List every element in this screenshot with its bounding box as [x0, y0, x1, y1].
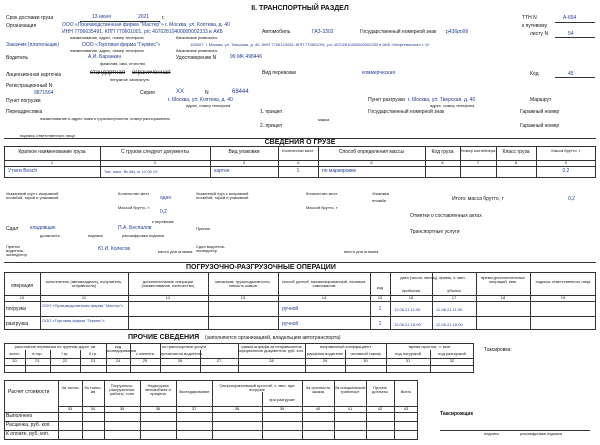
reg-label: Регистрационный N	[6, 83, 53, 89]
ops-row1-op: погрузка	[6, 306, 26, 312]
auto-value: ГАЗ-3302	[312, 29, 334, 35]
calc-row-rate: Расценка, руб. коп.	[6, 422, 51, 428]
calc-col: За тонны	[61, 385, 79, 390]
driver-label: Водитель	[6, 55, 29, 61]
seal-label1: Указанный груз с исправной пломбой, тарой и упаковкой	[6, 191, 59, 200]
series-label: Серия	[140, 90, 155, 96]
name-label: расшифровка подписи	[122, 233, 165, 238]
transport-services: Транспортные услуги	[410, 229, 460, 235]
unloading-point-label: Пункт разгрузки	[368, 97, 405, 103]
cargo-h7: Номер контейнера	[460, 148, 496, 153]
tolist-value: 54	[568, 31, 574, 37]
ops-h-wait: время дополнительных операций, мин.	[481, 275, 525, 284]
calc-col: Недогрузка автомобиля и прицепа	[145, 383, 171, 396]
sign-label: подпись	[88, 233, 104, 238]
cargo-total-label: Итого: масса брутто, т	[452, 196, 504, 202]
other-subtitle: (заполняются организацией, владельцем автотранспорта)	[205, 335, 341, 341]
other-sub: основной тариф	[350, 351, 381, 356]
calc-num: 34	[90, 406, 96, 411]
calc-num: 33	[67, 406, 73, 411]
delivery-date-day: 13 июня	[92, 14, 111, 20]
other-num: 30	[363, 358, 368, 363]
series-value: ХХ	[176, 89, 185, 95]
redirect-label: Переадресовка	[6, 109, 43, 115]
ops-row2-method: ручной	[282, 321, 299, 327]
calc-num: 42	[377, 406, 383, 411]
seal-rec: к перевозке	[152, 219, 174, 224]
customer-address: 125007, г. Москва, ул. Тверская, д. 40, ИНН 7706123434, КПП 770801001, р/с 40702810400000002333 в АКБ «Нефтеальянс» г. М	[190, 42, 429, 47]
cargo-num: 3	[242, 160, 246, 165]
org-hint: наименование, адрес, номер телефона	[70, 35, 144, 40]
other-sub: под разгрузкой	[438, 351, 466, 356]
other-h5: поправочный коэффициент	[319, 344, 372, 349]
ops-row1-exec: ООО «Производственная фирма "Мастер"»	[42, 303, 124, 308]
org-label: Организация	[6, 23, 37, 29]
ops-row2-exec: ООО «Торговая фирма "Гермес"»	[42, 318, 105, 323]
calc-col: Экспедирование	[178, 389, 210, 394]
cargo-cell-docs: Тов. накл. № 481 от 12.06.19	[104, 169, 158, 174]
other-num: 28	[269, 358, 274, 363]
ops-h-arr: прибытия	[401, 288, 421, 293]
other-sub: расценка водителю	[306, 351, 344, 356]
cargo-num: 7	[476, 160, 480, 165]
seal-label2: Указанный груз с исправной пломбой, тарой и упаковкой	[196, 191, 249, 200]
ops-h-date: дата (число, месяц), время, ч. мин.	[400, 275, 466, 280]
calc-col: За тонно-км	[84, 385, 102, 394]
pos-label: должность	[40, 233, 60, 238]
reg-value: 9871564	[34, 90, 54, 96]
calc-num: 35	[119, 406, 125, 411]
customer-bank: банковские реквизиты	[176, 48, 218, 53]
calc-col: при разгрузке	[269, 397, 295, 402]
ops-num: 10	[19, 295, 25, 300]
card-hint: ненужное зачеркнуть	[110, 77, 150, 82]
customer-value: ООО «Торговая фирма "Гермес"»	[82, 42, 161, 48]
gos2-label: Государственный номерной знак	[368, 109, 445, 115]
certificate-label: Удостоверение N	[176, 55, 217, 61]
cargo-num: 9	[564, 160, 568, 165]
taxer-label: Таксировщик	[440, 411, 473, 417]
cargo-num: 5	[370, 160, 373, 165]
driver-value: А.И. Баранкин	[88, 54, 122, 60]
seal-mass-label: Массой брутто, т	[118, 205, 150, 210]
other-sub: с клиента	[136, 351, 154, 356]
loading-point-value: г. Москва, ул. Коптева, д. 40	[168, 97, 233, 103]
transport-label: Вид перевозки	[262, 70, 297, 76]
calc-num: 41	[347, 406, 353, 411]
ops-num: 19	[560, 295, 566, 300]
trailer1-label: 1. прицеп	[260, 109, 283, 115]
org-bank: банковские реквизиты	[176, 35, 218, 40]
calc-row-done: Выполнено	[6, 413, 33, 419]
auto-label: Автомобиль	[262, 29, 291, 35]
unloading-point-value: г. Москва, ул. Тверская, д. 40	[408, 97, 476, 103]
calc-label: Расчет стоимости	[8, 389, 50, 395]
gos-label: Государственный номерной знак	[360, 29, 437, 35]
code-label: Код	[530, 71, 539, 77]
ops-h-mech: механизм, грузоподъемность, емкость ковша	[215, 279, 271, 288]
cargo-total-value: 0,2	[568, 196, 575, 202]
cargo-h6: Код груза	[431, 149, 454, 155]
calc-num: 37	[191, 406, 197, 411]
ops-h-dep: убытия	[447, 288, 461, 293]
other-h2: код экспедирования	[106, 344, 137, 353]
customer-label: Заказчик (плательщик)	[6, 42, 60, 48]
seal-number: пломба	[372, 198, 386, 203]
calc-col: За срочность заказа	[305, 385, 331, 394]
ops-row2-arr: 12.06.21 15:00	[394, 322, 421, 327]
ops-row1-method: ручной	[282, 306, 299, 312]
other-h4: сумма штрафа за неправильное оформление документов, руб. коп.	[239, 344, 304, 353]
stamp-label-2: место для штампа	[344, 249, 379, 254]
ops-num: 15	[377, 295, 383, 300]
ops-h-method: способ ручной, механизированный, наливом, самосвалом	[281, 279, 367, 288]
sdal-value: кладовщик	[30, 225, 56, 231]
cargo-h8: Класс груза	[502, 149, 530, 155]
ops-h-op: операция	[10, 283, 34, 289]
redirect-hint: наименование и адрес нового грузополучателя, номер распоряжения	[40, 116, 170, 121]
other-sub: II гр.	[88, 351, 98, 356]
delivery-date-year: 2021	[138, 14, 150, 20]
ops-h-exec: исполнитель (автовладелец, получатель, отправитель)	[45, 279, 123, 288]
ttn-value: А-654	[563, 15, 577, 21]
other-num: 21	[35, 358, 40, 363]
route-label: Маршрут	[530, 97, 552, 103]
tolist-label: к путевому	[522, 23, 548, 29]
org-value: ООО «Производственная фирма "Мастер"» г. Москва, ул. Коптева, д. 40	[62, 22, 230, 28]
sdal2-label: Сдал водитель-экспедитор	[196, 244, 226, 253]
customer-hint: наименование, адрес, номер телефона	[70, 48, 144, 53]
garage1-label: Гаражный номер	[520, 109, 560, 115]
taxer-sign: подпись	[484, 431, 500, 436]
cargo-cell-mass: 0,2	[562, 168, 570, 174]
other-num: 27	[216, 358, 222, 363]
taxer-name: расшифровка подписи	[520, 431, 563, 436]
ttn-label: ТТН N	[522, 15, 537, 21]
seal-qty-label: Количество мест	[118, 191, 150, 196]
other-num: 23	[90, 358, 96, 363]
seal-mass2-label: Массой брутто, т	[306, 205, 338, 210]
cargo-cell-pack: картон	[214, 168, 230, 174]
other-num: 22	[62, 358, 68, 363]
sign-label: подпись ответственного лица	[20, 133, 75, 138]
sdal-name: П.А. Беспалов	[118, 225, 152, 231]
ops-row1-dep: 12.06.21 11:30	[436, 307, 463, 312]
cargo-num: 8	[514, 160, 518, 165]
unloading-hint: адрес, номер телефона	[430, 103, 475, 108]
driver-exp-name: Ю.И. Колесов	[98, 246, 131, 252]
certificate-value: 99 МК 498446	[230, 54, 263, 60]
other-num: 20	[12, 358, 17, 363]
ops-h-add: дополнительные операции (наименование, количество)	[141, 279, 195, 288]
ops-num: 11	[81, 295, 87, 300]
tolist2-label: листу N	[530, 31, 549, 37]
cargo-num: 4	[296, 160, 300, 165]
calc-col: Прочие доплаты	[372, 385, 388, 394]
ops-num: 12	[165, 295, 171, 300]
ops-num: 17	[451, 295, 457, 300]
number-label: N	[205, 90, 209, 96]
cargo-h9: Масса брутто, т	[551, 148, 581, 153]
calc-num: 40	[315, 406, 321, 411]
seal-mass-value: 0,2	[160, 209, 167, 215]
ops-row1-arr: 12.06.21 11:00	[394, 307, 421, 312]
loading-hint: адрес, номер телефона	[186, 103, 231, 108]
ops-row2-code: 1	[378, 321, 382, 327]
calc-col: Всего	[400, 389, 412, 394]
other-num: 29	[322, 358, 328, 363]
other-sub: под погрузкой	[395, 351, 421, 356]
cargo-cell-name: Утюги Bosch	[8, 168, 38, 174]
other-h3: за транспортные услуги	[161, 344, 207, 349]
ops-h-code: код	[376, 285, 384, 290]
code-value: 45	[568, 71, 574, 77]
prinyal-label: Принял	[196, 226, 211, 231]
driver-exp-label: Принял водитель-экспедитор	[6, 244, 27, 257]
ops-title: ПОГРУЗОЧНО-РАЗГРУЗОЧНЫЕ ОПЕРАЦИИ	[186, 264, 336, 271]
other-num: 24	[115, 358, 121, 363]
cargo-num: 1	[50, 160, 54, 165]
seal-qty2-label: Количество мест	[306, 191, 338, 196]
ops-row1-code: 1	[378, 306, 382, 312]
card-label: Лицензионная карточка	[6, 72, 62, 78]
transport-value: коммерческая	[362, 70, 396, 76]
cargo-cell-qty: 1	[296, 168, 300, 174]
ops-num: 13	[240, 295, 246, 300]
seal-qty-value: одно	[160, 195, 172, 201]
calc-num: 36	[155, 406, 161, 411]
cargo-num: 2	[153, 160, 157, 165]
gos-value: р436ро99	[446, 29, 469, 35]
cargo-title: СВЕДЕНИЯ О ГРУЗЕ	[264, 139, 336, 146]
other-sub: причитается водителю	[160, 351, 203, 356]
other-sub: всего	[9, 351, 20, 356]
cargo-h4: Количество мест	[282, 148, 314, 153]
trailer2-label: 2. прицеп	[260, 123, 283, 129]
cargo-h2: С грузом следуют документы	[121, 149, 189, 155]
ops-h-sign: подпись ответственного лица	[535, 279, 591, 284]
other-h1: расстояние перевозки по группам дорог, км	[14, 344, 96, 349]
mark-label: марка	[318, 117, 330, 122]
garage2-label: Гаражный номер	[520, 123, 560, 129]
org-inn: ИНН 7706635491, КПП 770601001, р/с 40702810400000002333 в АКБ	[62, 29, 223, 35]
driver-hint: фамилия, имя, отчество	[100, 61, 146, 66]
card-limited: ограниченная	[132, 70, 171, 76]
ops-row2-op: разгрузка	[6, 321, 29, 327]
other-title: ПРОЧИЕ СВЕДЕНИЯ	[128, 334, 200, 341]
cargo-h3: Вид упаковки	[228, 149, 260, 155]
loading-point-label: Пункт погрузки	[6, 98, 41, 104]
other-sub: I гр.	[61, 351, 69, 356]
tax-label: Таксировка:	[484, 347, 512, 353]
seal-package: Упаковка	[372, 191, 389, 196]
marks-label: Отметки о составленных актах	[410, 213, 482, 219]
other-num: 25	[142, 358, 148, 363]
sdal-label: Сдал	[6, 226, 19, 232]
number-value: 68444	[232, 89, 249, 95]
other-h6: время простоя, ч. мин.	[408, 344, 452, 349]
other-num: 26	[177, 358, 183, 363]
ops-num: 16	[408, 295, 414, 300]
ops-num: 14	[321, 295, 327, 300]
other-sub: в гор.	[32, 351, 43, 356]
ops-num: 18	[500, 295, 506, 300]
cargo-cell-method: по маркировке	[322, 168, 357, 174]
card-standard: стандартная	[90, 70, 126, 76]
ops-row2-dep: 12.06.21 16:00	[436, 322, 463, 327]
calc-col: За специальный транспорт	[334, 385, 366, 394]
cargo-h1: Краткое наименование груза	[18, 149, 86, 155]
calc-col: Погрузочно-разгрузочные работы, тонн	[109, 383, 135, 396]
other-num: 32	[449, 358, 455, 363]
stamp-label: место для штампа	[158, 249, 193, 254]
cargo-num: 6	[441, 160, 444, 165]
page-title: II. ТРАНСПОРТНЫЙ РАЗДЕЛ	[251, 5, 349, 12]
calc-num: 38	[234, 406, 240, 411]
cargo-h5: Способ определения массы	[338, 149, 405, 155]
calc-col: Сверхнормативный простой, ч. мин. при погрузке	[219, 383, 295, 392]
other-num: 31	[405, 358, 411, 363]
calc-num: 39	[279, 406, 285, 411]
calc-row-pay: К оплате, руб. коп.	[6, 431, 50, 437]
delivery-date-label: Срок доставки груза	[6, 15, 54, 21]
delivery-date-suffix: г.	[162, 15, 165, 21]
calc-num: 43	[403, 406, 409, 411]
